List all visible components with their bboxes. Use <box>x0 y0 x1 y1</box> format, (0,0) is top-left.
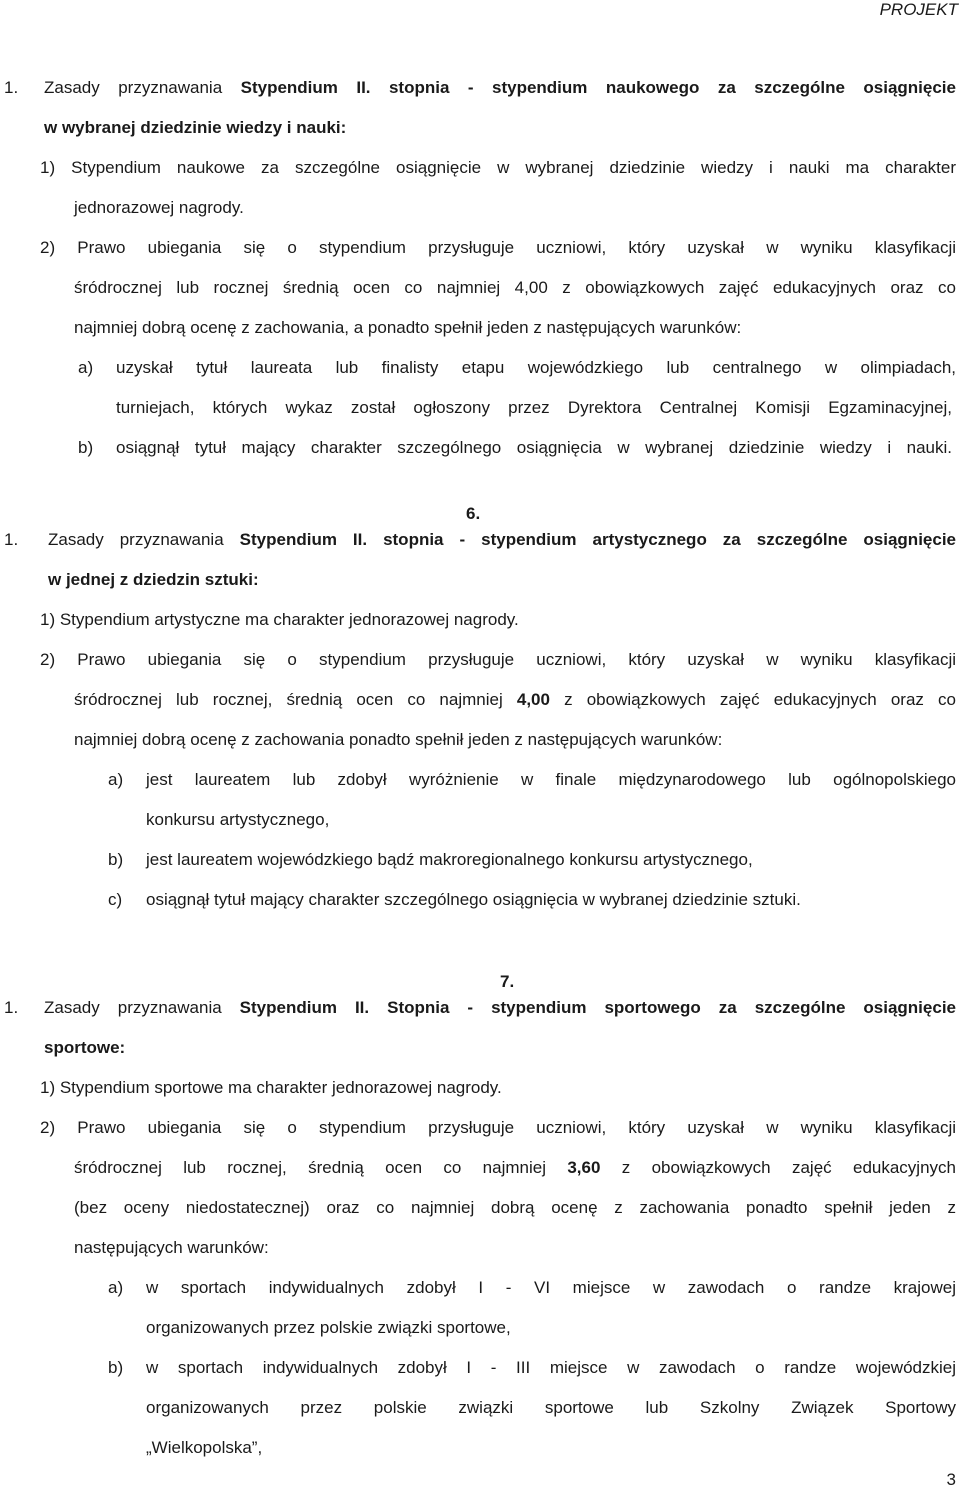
sec6-sub-a: jest laureatem lub zdobył wyróżnienie w finale międzynarodowego lub ogólnopolskiego <box>146 770 956 789</box>
sec7-sub-b-cont: organizowanych przez polskie związki sportowe lub Szkolny Związek Sportowy <box>146 1398 956 1417</box>
page-number: 3 <box>946 1470 956 1489</box>
sec7-point2-line4: następujących warunków: <box>74 1238 269 1257</box>
header-projekt: PROJEKT <box>879 0 958 19</box>
sec5-sub-a-label: a) <box>78 358 94 377</box>
sec6-point2: 2) Prawo ubiegania się o stypendium przysługuje uczniowi, który uzyskał w wyniku klasyfikacji <box>40 650 956 669</box>
section-7-number: 7. <box>500 972 515 991</box>
sec7-sub-a: w sportach indywidualnych zdobył I - VI miejsce w zawodach o randze krajowej <box>146 1278 956 1297</box>
sec5-point1: 1) Stypendium naukowe za szczególne osiągnięcie w wybranej dziedzinie wiedzy i nauki ma charakter <box>40 158 956 177</box>
sec6-sub-b-label: b) <box>108 850 124 869</box>
sec6-point2-line3: najmniej dobrą ocenę z zachowania ponadto spełnił jeden z następujących warunków: <box>74 730 723 749</box>
sec5-sub-b: osiągnął tytuł mający charakter szczególnego osiągnięcia w wybranej dziedzinie wiedzy i nauki. <box>116 438 952 457</box>
sec6-sub-c-label: c) <box>108 890 123 909</box>
sec5-sub-b-label: b) <box>78 438 94 457</box>
sec5-point2-line3: najmniej dobrą ocenę z zachowania, a ponadto spełnił jeden z następujących warunków: <box>74 318 742 337</box>
sec5-sub-a: uzyskał tytuł laureata lub finalisty etapu wojewódzkiego lub centralnego w olimpiadach, <box>116 358 956 377</box>
sec7-point2-line3: (bez oceny niedostatecznej) oraz co najmniej dobrą ocenę z zachowania ponadto spełnił jeden z <box>74 1198 956 1217</box>
sec6-item1-title-cont: w jednej z dziedzin sztuki: <box>48 570 259 589</box>
sec7-point2: 2) Prawo ubiegania się o stypendium przysługuje uczniowi, który uzyskał w wyniku klasyfikacji <box>40 1118 956 1137</box>
sec7-sub-b: w sportach indywidualnych zdobył I - III miejsce w zawodach o randze wojewódzkiej <box>146 1358 956 1377</box>
sec6-point1: 1) Stypendium artystyczne ma charakter jednorazowej nagrody. <box>40 610 519 629</box>
sec5-item1-number: 1. <box>4 78 19 97</box>
sec7-item1-number: 1. <box>4 998 19 1017</box>
sec7-sub-b-cont2: „Wielkopolska”, <box>146 1438 263 1457</box>
sec7-sub-b-label: b) <box>108 1358 124 1377</box>
sec5-sub-a-cont: turniejach, których wykaz został ogłoszony przez Dyrektora Centralnej Komisji Egzaminacyjnej, <box>116 398 952 417</box>
sec5-item1-title: Zasady przyznawania Stypendium II. stopnia - stypendium naukowego za szczególne osiągnięcie <box>44 78 956 97</box>
sec6-item1-title: Zasady przyznawania Stypendium II. stopnia - stypendium artystycznego za szczególne osiągnięcie <box>48 530 957 549</box>
section-6-number: 6. <box>466 504 481 523</box>
sec6-item1-number: 1. <box>4 530 19 549</box>
sec6-sub-a-label: a) <box>108 770 124 789</box>
sec5-item1-title-cont: w wybranej dziedzinie wiedzy i nauki: <box>44 118 347 137</box>
sec6-sub-c: osiągnął tytuł mający charakter szczególnego osiągnięcia w wybranej dziedzinie sztuki. <box>146 890 801 909</box>
sec7-item1-title-cont: sportowe: <box>44 1038 126 1057</box>
sec5-point2: 2) Prawo ubiegania się o stypendium przysługuje uczniowi, który uzyskał w wyniku klasyfikacji <box>40 238 956 257</box>
sec6-sub-b: jest laureatem wojewódzkiego bądź makroregionalnego konkursu artystycznego, <box>146 850 753 869</box>
sec7-item1-title: Zasady przyznawania Stypendium II. Stopnia - stypendium sportowego za szczególne osiągnięcie <box>44 998 956 1017</box>
sec7-sub-a-cont: organizowanych przez polskie związki sportowe, <box>146 1318 511 1337</box>
sec6-sub-a-cont: konkursu artystycznego, <box>146 810 330 829</box>
sec5-point1-cont: jednorazowej nagrody. <box>74 198 244 217</box>
sec6-point2-line2: śródrocznej lub rocznej, średnią ocen co najmniej 4,00 z obowiązkowych zajęć edukacyjnych oraz co <box>74 690 956 709</box>
sec7-sub-a-label: a) <box>108 1278 124 1297</box>
sec5-point2-line2: śródrocznej lub rocznej średnią ocen co najmniej 4,00 z obowiązkowych zajęć edukacyjnych oraz co <box>74 278 956 297</box>
sec7-point1: 1) Stypendium sportowe ma charakter jednorazowej nagrody. <box>40 1078 502 1097</box>
sec7-point2-line2: śródrocznej lub rocznej, średnią ocen co najmniej 3,60 z obowiązkowych zajęć edukacyjnych <box>74 1158 956 1177</box>
